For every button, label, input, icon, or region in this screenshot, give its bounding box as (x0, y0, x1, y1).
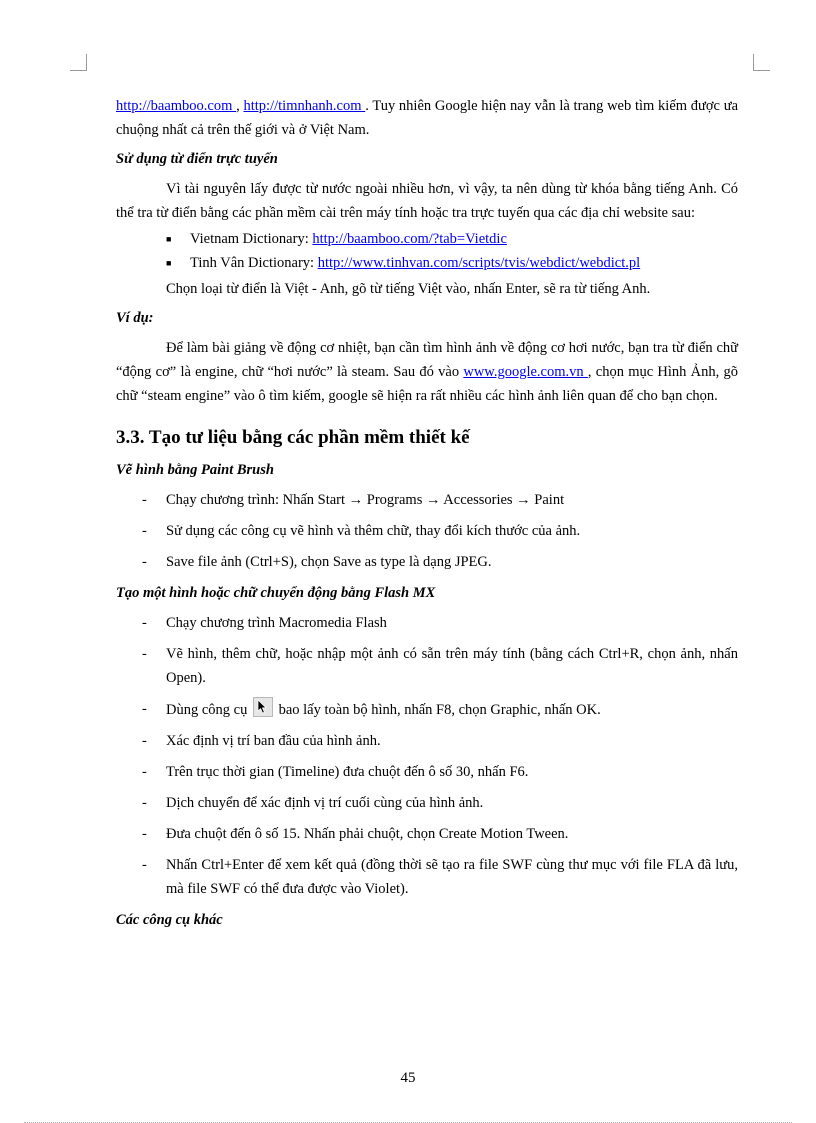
dictionary-heading: Sử dụng từ điển trực tuyến (116, 151, 278, 167)
square-bullet-icon: ■ (166, 258, 172, 268)
flash-steps (116, 611, 738, 901)
example-paragraph: Để làm bài giảng về động cơ nhiệt, bạn cần tìm hình ảnh về động cơ hơi nước, bạn tra từ điển chữ “động cơ” là engine, chữ “hơi nước” là steam. Sau đó vào www.google.com.vn , chọn mục Hình Ảnh, gõ chữ “steam engine” vào ô tìm kiếm, google sẽ hiện ra rất nhiều các hình ảnh liên quan để cho bạn chọn. (116, 340, 738, 404)
corner-mark-top-right (753, 54, 770, 71)
paint-steps (116, 488, 738, 574)
list-item: - Trên trục thời gian (Timeline) đưa chuột đến ô số 30, nhấn F6. (142, 764, 529, 780)
link-baamboo[interactable]: http://baamboo.com (116, 98, 237, 114)
link-vietnam-dictionary[interactable]: http://baamboo.com/?tab=Vietdic (312, 231, 507, 247)
list-item: - Dịch chuyển để xác định vị trí cuối cùng của hình ảnh. (142, 795, 484, 811)
list-item: ■ Tinh Vân Dictionary: http://www.tinhvan.com/scripts/tvis/webdict/webdict.pl (116, 251, 738, 275)
dictionary-list (116, 227, 738, 275)
section-title: 3.3. Tạo tư liệu bằng các phần mềm thiết kế (116, 427, 470, 448)
corner-mark-top-left (70, 54, 87, 71)
list-item: - Chạy chương trình Macromedia Flash (142, 615, 387, 631)
list-item: - Chạy chương trình: Nhấn Start → Programs → Accessories → Paint (142, 492, 565, 508)
paint-heading: Vẽ hình bằng Paint Brush (116, 462, 274, 478)
list-item: - Sử dụng các công cụ vẽ hình và thêm chữ, thay đổi kích thước của ảnh. (142, 523, 581, 539)
page-number: 45 (400, 1070, 416, 1086)
intro-paragraph: http://baamboo.com , http://timnhanh.com . Tuy nhiên Google hiện nay vẫn là trang web tìm kiếm được ưa chuộng nhất cả trên thế giới và ở Việt Nam. (116, 98, 739, 138)
flash-heading: Tạo một hình hoặc chữ chuyển động bằng Flash MX (116, 585, 436, 601)
list-item: ■ Vietnam Dictionary: http://baamboo.com/?tab=Vietdic (116, 227, 738, 251)
list-item: - Save file ảnh (Ctrl+S), chọn Save as type là dạng JPEG. (142, 554, 492, 570)
page-content (116, 94, 738, 938)
other-tools-heading: Các công cụ khác (116, 912, 223, 928)
list-item: - Đưa chuột đến ô số 15. Nhấn phải chuột, chọn Create Motion Tween. (142, 826, 569, 842)
list-item: - Dùng công cụ bao lấy toàn bộ hình, nhấn F8, chọn Graphic, nhấn OK. (116, 697, 738, 722)
square-bullet-icon: ■ (166, 234, 172, 244)
dictionary-note: Chọn loại từ điển là Việt - Anh, gõ từ tiếng Việt vào, nhấn Enter, sẽ ra từ tiếng Anh. (166, 281, 651, 297)
list-item: - Xác định vị trí ban đầu của hình ảnh. (142, 733, 381, 749)
list-item: - Vẽ hình, thêm chữ, hoặc nhập một ảnh có sẵn trên máy tính (bằng cách Ctrl+R, chọn ảnh, nhấn Open). (142, 646, 738, 686)
example-heading: Ví dụ: (116, 310, 154, 326)
link-google[interactable]: www.google.com.vn (463, 364, 588, 380)
link-timnhanh[interactable]: http://timnhanh.com (243, 98, 366, 114)
list-item: - Nhấn Ctrl+Enter để xem kết quả (đồng thời sẽ tạo ra file SWF cùng thư mục với file FLA đã lưu, mà file SWF có thể đưa được vào Violet). (142, 857, 738, 897)
dictionary-paragraph: Vì tài nguyên lấy được từ nước ngoài nhiều hơn, vì vậy, ta nên dùng từ khóa bằng tiếng Anh. Có thể tra từ điển bằng các phần mềm cài trên máy tính hoặc tra trực tuyến qua các địa chỉ website sau: (116, 181, 738, 221)
arrow-cursor-icon (253, 697, 273, 717)
link-tinhvan-dictionary[interactable]: http://www.tinhvan.com/scripts/tvis/webdict/webdict.pl (317, 255, 641, 271)
